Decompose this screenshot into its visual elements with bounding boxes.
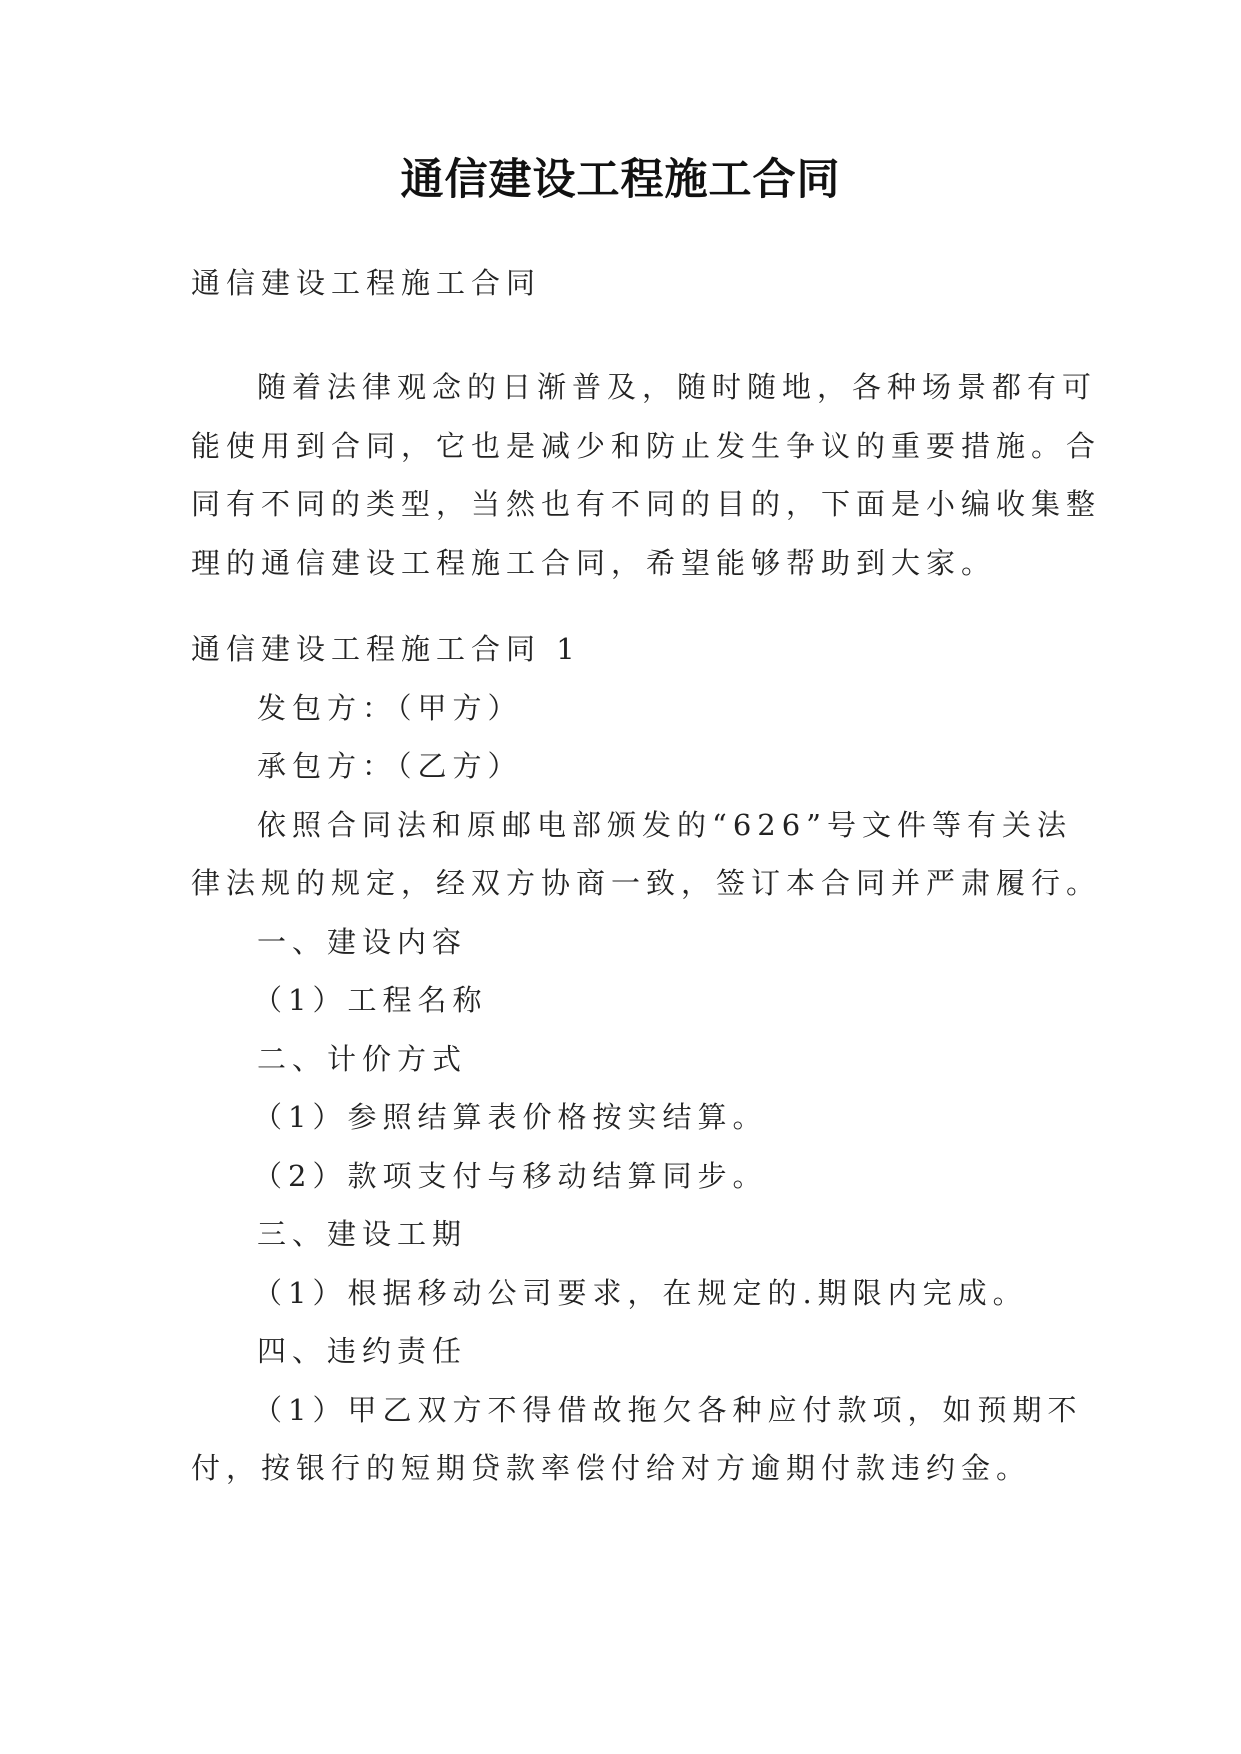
section-item: （1）参照结算表价格按实结算。: [253, 1100, 768, 1134]
intro-line: 同有不同的类型，当然也有不同的目的，下面是小编收集整: [191, 487, 1102, 521]
document-subtitle-block: [191, 254, 1066, 313]
section-item: （2）款项支付与移动结算同步。: [253, 1158, 768, 1193]
intro-paragraph: [191, 358, 1102, 592]
section-title-construction-period: 三、建设工期: [257, 1217, 468, 1251]
section-title-pricing-method: 二、计价方式: [257, 1041, 468, 1076]
section-title-liability: 四、违约责任: [257, 1334, 468, 1368]
party-b-line: 承包方：（乙方）: [257, 749, 523, 783]
section-item-continuation: 付，按银行的短期贷款率偿付给对方逾期付款违约金。: [191, 1451, 1032, 1485]
section-item: （1）根据移动公司要求，在规定的.期限内完成。: [253, 1275, 1028, 1310]
intro-line: 随着法律观念的日渐普及，随时随地，各种场景都有可: [257, 370, 1098, 404]
basis-line: 律法规的规定，经双方协商一致，签订本合同并严肃履行。: [191, 866, 1102, 900]
intro-line: 理的通信建设工程施工合同，希望能够帮助到大家。: [191, 545, 997, 580]
intro-line: 能使用到合同，它也是减少和防止发生争议的重要措施。合: [191, 428, 1102, 463]
section-title-construction-content: 一、建设内容: [257, 924, 468, 959]
party-a-line: 发包方：（甲方）: [257, 690, 523, 725]
document-title: 通信建设工程施工合同: [400, 155, 841, 205]
contract-body: [191, 620, 1102, 1498]
basis-line: 依照合同法和原邮电部颁发的“626”号文件等有关法: [257, 807, 1073, 842]
document-subtitle: 通信建设工程施工合同: [191, 266, 542, 300]
section-item: （1）甲乙双方不得借故拖欠各种应付款项，如预期不: [253, 1392, 1083, 1427]
contract-heading: 通信建设工程施工合同 1: [191, 632, 581, 666]
section-item: （1）工程名称: [253, 983, 488, 1017]
